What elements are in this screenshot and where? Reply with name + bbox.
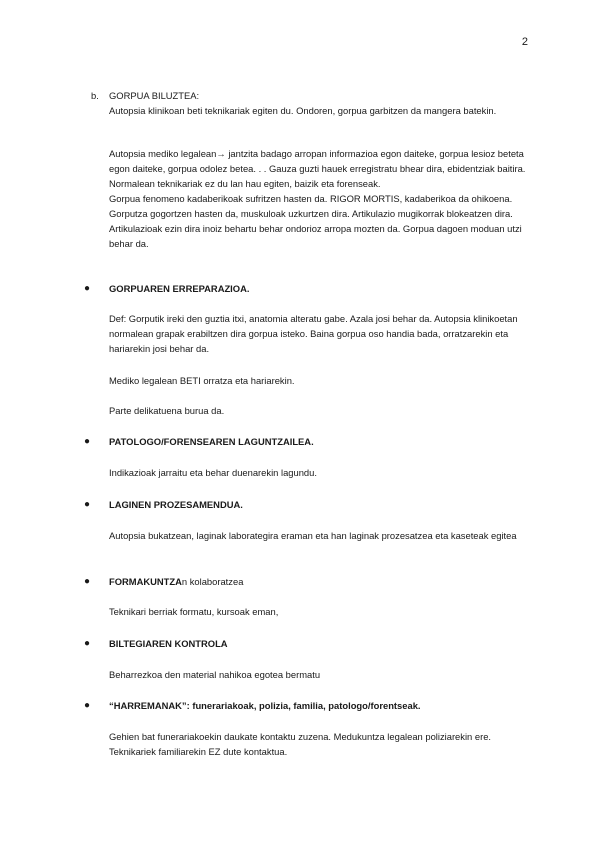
heading-harremanak: “HARREMANAK”: funerariakoak, polizia, familia, patologo/forentseak.	[109, 700, 421, 711]
section-1-para-2	[109, 373, 529, 388]
section-b-title: GORPUA BILUZTEA:	[109, 90, 200, 101]
section-1-para-1	[109, 311, 529, 356]
paragraph: Teknikari berriak formatu, kursoak eman,	[109, 606, 279, 617]
section-3-para-1	[109, 528, 529, 543]
paragraph: Autopsia bukatzean, laginak laborategira eraman eta han laginak prozesatzea eta kaseteak egitea	[109, 530, 517, 541]
section-6-para-1	[109, 729, 529, 759]
paragraph: Gehien bat funerariakoekin daukate kontaktu zuzena. Medukuntza legalean poliziarekin ere. Teknikariek familiarekin EZ dute kontaktua.	[109, 731, 492, 757]
heading-rest-part: n kolaboratzea	[181, 576, 244, 587]
section-1-para-3	[109, 403, 529, 418]
section-b-para-1: Autopsia klinikoan beti teknikariak egiten du. Ondoren, gorpua garbitzen da mangera batekin.	[109, 105, 497, 116]
paragraph: Parte delikatuena burua da.	[109, 405, 225, 416]
heading-formakuntza	[109, 574, 243, 589]
section-b-para-3-text: Gorpua fenomeno kadaberikoak sufritzen hasten da. RIGOR MORTIS, kadaberikoa da ohikoena. Gorputza gogortzen hasten da, muskuloak uzkurtzen dira. Artikulazio mugikorrak blokeatzen dira. Artikulazioak ezin dira inoiz behartu behar ondorioz arropa mozten da. Gorpua dagoen moduan utzi behar da.	[109, 193, 522, 249]
heading-bold-part: FORMAKUNTZA	[109, 576, 182, 587]
section-b-para-2	[109, 146, 529, 251]
section-5-para-1	[109, 667, 529, 682]
paragraph: Indikazioak jarraitu eta behar duenarekin lagundu.	[109, 467, 317, 478]
section-b	[109, 88, 529, 118]
paragraph: Mediko legalean BETI orratza eta hariarekin.	[109, 375, 295, 386]
section-2-para-1	[109, 465, 529, 480]
section-4-para-1	[109, 604, 529, 619]
heading-laguntzailea: PATOLOGO/FORENSEAREN LAGUNTZAILEA.	[109, 436, 314, 447]
bullet-icon: ●	[84, 499, 91, 510]
heading-erreparazioa: GORPUAREN ERREPARAZIOA.	[109, 283, 250, 294]
paragraph: Def: Gorputik ireki den guztia itxi, anatomia alteratu gabe. Azala josi behar da. Autopsia klinikoetan normalean grapak erabiltzen dira gorpua isteko. Baina gorpua oso handia bada, orratzarekin eta hariarekin josi behar da.	[109, 313, 518, 354]
heading-prozesamendua: LAGINEN PROZESAMENDUA.	[109, 499, 243, 510]
bullet-icon: ●	[84, 638, 91, 649]
section-b-para-2-text: Autopsia mediko legalean→ jantzita badago arropan informazioa egon daiteke, gorpua lesioz beteta egon daiteke, gorpua odolez betea. . . Gauza guzti hauek erregistratu bhear dira, ebidentziak baitira. Normalean teknikariak ez du lan hau egiten, baizik eta forenseak.	[109, 148, 526, 189]
bullet-icon: ●	[84, 700, 91, 711]
paragraph: Beharrezkoa den material nahikoa egotea bermatu	[109, 669, 321, 680]
page-number: 2	[521, 36, 528, 48]
bullet-icon: ●	[84, 436, 91, 447]
heading-biltegia: BILTEGIAREN KONTROLA	[109, 638, 228, 649]
bullet-icon: ●	[84, 576, 91, 587]
list-marker-b: b.	[91, 90, 99, 101]
bullet-icon: ●	[84, 283, 91, 294]
